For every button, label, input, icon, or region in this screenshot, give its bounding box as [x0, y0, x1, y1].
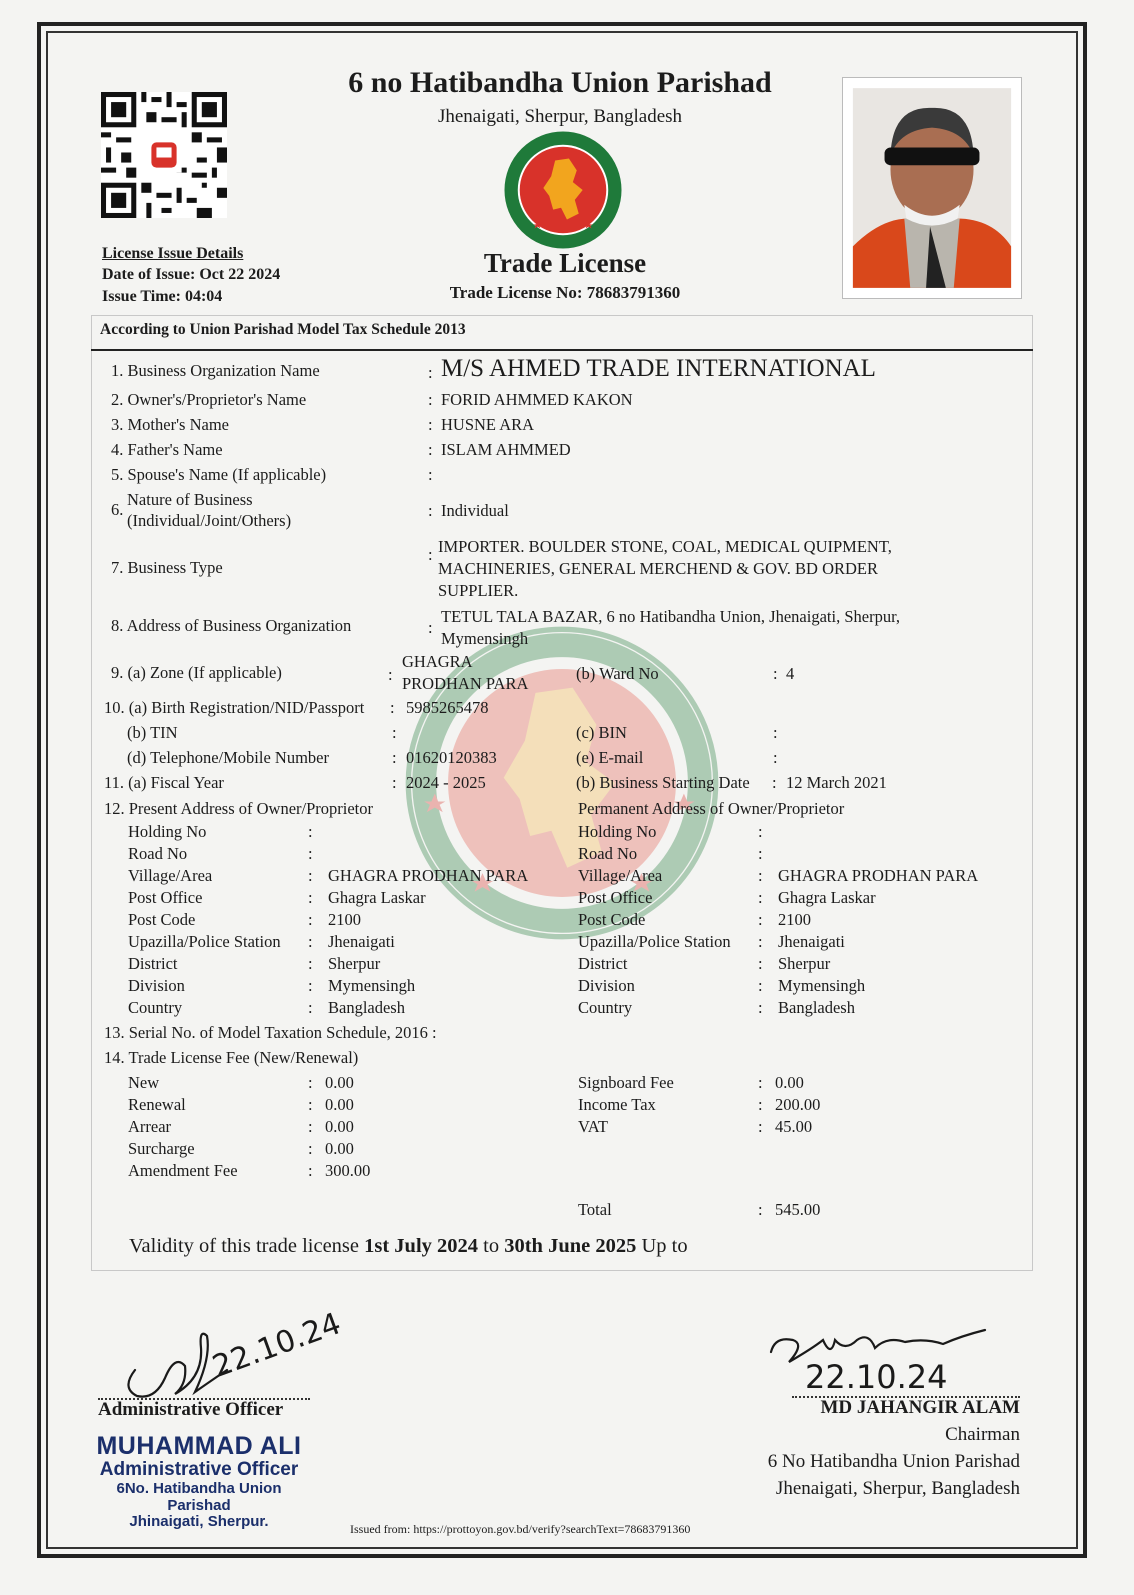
stamp-address: Jhinaigati, Sherpur. — [129, 1513, 269, 1530]
field-label-mother-name: 3. Mother's Name — [111, 415, 229, 434]
colon: : — [758, 888, 763, 907]
field-value-business-address-line1: TETUL TALA BAZAR, 6 no Hatibandha Union, Jhenaigati, Sherpur, — [441, 607, 901, 626]
fee-label: Surcharge — [128, 1139, 195, 1158]
field-value-business-type-line3: SUPPLIER. — [438, 581, 519, 600]
colon: : — [428, 363, 433, 382]
permanent-address-value: Ghagra Laskar — [778, 888, 876, 907]
present-address-value: Ghagra Laskar — [328, 888, 426, 907]
present-address-value: Mymensingh — [328, 976, 416, 995]
colon: : — [428, 545, 433, 564]
permanent-address-value: GHAGRA PRODHAN PARA — [778, 866, 979, 885]
present-address-value: GHAGRA PRODHAN PARA — [328, 866, 529, 885]
permanent-address-value: Sherpur — [778, 954, 831, 973]
permanent-address-label: Post Office — [578, 888, 653, 907]
field-label-tin: (b) TIN — [127, 723, 178, 742]
field-label-zone: 9. (a) Zone (If applicable) — [111, 663, 282, 682]
present-address-label: Holding No — [128, 822, 207, 841]
permanent-address-label: District — [578, 954, 628, 973]
colon: : — [390, 698, 395, 717]
colon: : — [428, 390, 433, 409]
present-address-label: Country — [128, 998, 183, 1017]
stamp-title: Administrative Officer — [99, 1459, 299, 1480]
page-subtitle: Jhenaigati, Sherpur, Bangladesh — [437, 106, 683, 127]
colon: : — [308, 1073, 313, 1092]
colon: : — [308, 1161, 313, 1180]
present-address-value: Bangladesh — [328, 998, 405, 1017]
colon: : — [428, 440, 433, 459]
fee-value: 200.00 — [775, 1095, 821, 1114]
trade-license-number: Trade License No: 78683791360 — [449, 283, 681, 302]
chairman-title: Chairman — [945, 1424, 1020, 1445]
colon: : — [758, 866, 763, 885]
colon: : — [308, 866, 313, 885]
chairman-address: Jhenaigati, Sherpur, Bangladesh — [775, 1478, 1020, 1499]
issue-date: Date of Issue: Oct 22 2024 — [102, 266, 281, 283]
chairman-org: 6 No Hatibandha Union Parishad — [767, 1451, 1020, 1472]
fee-value: 0.00 — [325, 1073, 354, 1092]
permanent-address-value: Bangladesh — [778, 998, 855, 1017]
permanent-address-label: Upazilla/Police Station — [578, 932, 731, 951]
colon: : — [392, 723, 397, 742]
colon: : — [758, 910, 763, 929]
tax-schedule-note: According to Union Parishad Model Tax Schedule 2013 — [100, 321, 466, 338]
field-label-serial-no: 13. Serial No. of Model Taxation Schedule, 2016 : — [104, 1023, 437, 1042]
colon: : — [308, 822, 313, 841]
colon: : — [308, 910, 313, 929]
permanent-address-label: Road No — [578, 844, 638, 863]
fee-value: 0.00 — [775, 1073, 804, 1092]
page-title: 6 no Hatibandha Union Parishad — [348, 66, 772, 99]
fee-label: New — [128, 1073, 160, 1092]
colon: : — [308, 976, 313, 995]
government-seal-icon — [504, 131, 622, 249]
field-value-nature-of-business: Individual — [441, 501, 509, 520]
colon: : — [758, 954, 763, 973]
trade-license-title: Trade License — [483, 248, 647, 278]
field-label-business-name: 1. Business Organization Name — [111, 361, 320, 380]
field-value-business-type-line2: MACHINERIES, GENERAL MERCHEND & GOV. BD ORDER — [438, 559, 879, 578]
colon: : — [773, 723, 778, 742]
validity-statement — [129, 1235, 688, 1258]
field-label-bin: (c) BIN — [576, 723, 627, 742]
colon: : — [392, 773, 397, 792]
colon: : — [428, 501, 433, 520]
issue-details-heading: License Issue Details — [102, 245, 244, 262]
permanent-address-value: 2100 — [778, 910, 811, 929]
colon: : — [773, 748, 778, 767]
header-divider — [91, 349, 1033, 351]
admin-officer-signature-date: 22.10.24 — [208, 1306, 346, 1385]
colon: : — [758, 822, 763, 841]
field-value-owner-name: FORID AHMMED KAKON — [441, 390, 633, 409]
colon: : — [758, 976, 763, 995]
fee-value: 0.00 — [325, 1117, 354, 1136]
fee-value: 0.00 — [325, 1139, 354, 1158]
colon: : — [758, 1073, 763, 1092]
fee-label: Amendment Fee — [128, 1161, 238, 1180]
field-value-business-start-date: 12 March 2021 — [786, 773, 887, 792]
field-label-nid: 10. (a) Birth Registration/NID/Passport — [104, 698, 365, 717]
colon: : — [428, 415, 433, 434]
field-label-license-fee: 14. Trade License Fee (New/Renewal) — [104, 1048, 359, 1067]
qr-code — [101, 92, 227, 218]
colon: : — [772, 773, 777, 792]
issue-time: Issue Time: 04:04 — [102, 288, 223, 305]
field-value-father-name: ISLAM AHMMED — [441, 440, 571, 459]
colon: : — [308, 1117, 313, 1136]
present-address-label: Road No — [128, 844, 188, 863]
field-value-business-type-line1: IMPORTER. BOULDER STONE, COAL, MEDICAL QUIPMENT, — [438, 537, 892, 556]
permanent-address-label: Division — [578, 976, 635, 995]
permanent-address-label: Country — [578, 998, 633, 1017]
field-label-father-name: 4. Father's Name — [111, 440, 223, 459]
present-address-value: Jhenaigati — [328, 932, 395, 951]
validity-suffix: Up to — [641, 1235, 688, 1257]
field-label-permanent-address: Permanent Address of Owner/Proprietor — [578, 799, 845, 818]
fee-value: 45.00 — [775, 1117, 813, 1136]
field-label-email: (e) E-mail — [576, 748, 644, 767]
field-label-fiscal-year: 11. (a) Fiscal Year — [104, 773, 224, 792]
fee-label: Signboard Fee — [578, 1073, 674, 1092]
fee-value: 300.00 — [325, 1161, 371, 1180]
field-value-business-address-line2: Mymensingh — [441, 629, 529, 648]
owner-photo — [842, 77, 1022, 299]
colon: : — [758, 932, 763, 951]
field-value-phone: 01620120383 — [406, 748, 497, 767]
field-value-business-name: M/S AHMED TRADE INTERNATIONAL — [441, 355, 876, 382]
stamp-org: 6No. Hatibandha Union Parishad — [116, 1480, 282, 1514]
field-value-ward-no: 4 — [786, 664, 795, 683]
field-label-owner-name: 2. Owner's/Proprietor's Name — [111, 390, 307, 409]
colon: : — [758, 1095, 763, 1114]
colon: : — [392, 748, 397, 767]
field-value-mother-name: HUSNE ARA — [441, 415, 535, 434]
colon: : — [308, 932, 313, 951]
validity-prefix: Validity of this trade license — [129, 1235, 359, 1257]
permanent-address-value: Jhenaigati — [778, 932, 845, 951]
colon: : — [758, 844, 763, 863]
colon: : — [758, 1200, 763, 1219]
colon: : — [308, 1139, 313, 1158]
field-label-business-start-date: (b) Business Starting Date — [576, 773, 750, 792]
fee-label: Income Tax — [578, 1095, 656, 1114]
chairman-name: MD JAHANGIR ALAM — [820, 1397, 1020, 1418]
present-address-label: Post Office — [128, 888, 203, 907]
colon: : — [388, 665, 393, 684]
fee-label: Arrear — [128, 1117, 172, 1136]
field-label-business-address: 8. Address of Business Organization — [111, 616, 352, 635]
present-address-label: Division — [128, 976, 185, 995]
validity-to: 30th June 2025 — [504, 1235, 637, 1257]
total-value: 545.00 — [775, 1200, 821, 1219]
field-label-nature-of-business: Nature of Business — [127, 490, 253, 509]
field-label-present-address: 12. Present Address of Owner/Proprietor — [104, 799, 373, 818]
colon: : — [773, 664, 778, 683]
field-value-nid: 5985265478 — [406, 698, 489, 717]
fee-label: VAT — [578, 1117, 608, 1136]
present-address-label: Post Code — [128, 910, 196, 929]
colon: : — [758, 1117, 763, 1136]
field-label-phone: (d) Telephone/Mobile Number — [127, 748, 329, 767]
colon: : — [308, 954, 313, 973]
present-address-value: Sherpur — [328, 954, 381, 973]
admin-officer-title: Administrative Officer — [98, 1399, 284, 1420]
field-value-fiscal-year: 2024 - 2025 — [406, 773, 486, 792]
verification-url: Issued from: https://prottoyon.gov.bd/verify?searchText=78683791360 — [350, 1522, 691, 1536]
colon: : — [428, 618, 433, 637]
fee-label: Renewal — [128, 1095, 186, 1114]
field-label-ward-no: (b) Ward No — [576, 664, 659, 683]
validity-from: 1st July 2024 — [364, 1235, 479, 1257]
chairman-signature-date: 22.10.24 — [805, 1358, 948, 1396]
present-address-label: Upazilla/Police Station — [128, 932, 281, 951]
officer-stamp — [84, 1432, 314, 1530]
colon: : — [308, 1095, 313, 1114]
colon: : — [308, 998, 313, 1017]
field-value-zone-line2: PRODHAN PARA — [402, 674, 529, 693]
permanent-address-value: Mymensingh — [778, 976, 866, 995]
colon: : — [308, 888, 313, 907]
field-value-zone-line1: GHAGRA — [402, 652, 473, 671]
present-address-label: Village/Area — [128, 866, 213, 885]
fee-value: 0.00 — [325, 1095, 354, 1114]
field-number-6: 6. — [111, 500, 124, 519]
total-label: Total — [578, 1200, 612, 1219]
colon: : — [308, 844, 313, 863]
present-address-label: District — [128, 954, 178, 973]
field-label-nature-of-business-sub: (Individual/Joint/Others) — [127, 511, 292, 530]
colon: : — [428, 465, 433, 484]
permanent-address-label: Holding No — [578, 822, 657, 841]
field-label-spouse-name: 5. Spouse's Name (If applicable) — [111, 465, 327, 484]
stamp-name: MUHAMMAD ALI — [96, 1432, 302, 1460]
permanent-address-label: Village/Area — [578, 866, 663, 885]
validity-to-word: to — [483, 1235, 500, 1257]
permanent-address-label: Post Code — [578, 910, 646, 929]
field-label-business-type: 7. Business Type — [111, 558, 223, 577]
colon: : — [758, 998, 763, 1017]
present-address-value: 2100 — [328, 910, 361, 929]
